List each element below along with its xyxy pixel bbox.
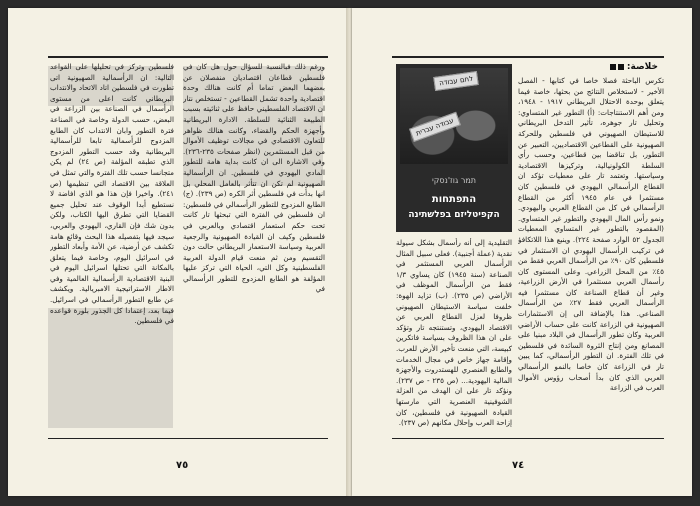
cover-author: תמר גוז'נסקי <box>431 176 477 185</box>
text-column-left <box>50 62 174 432</box>
square-bullet-icon <box>610 64 616 70</box>
protest-placard: עבודה עברית <box>409 112 460 142</box>
paragraph: التقليدية إلى أنه رأسمال بشكل سيولة نقدية (عملة أجنبية). فعلى سبيل المثال الرأسمال العربي المستثمر في الصناعة (سنة ١٩٤٥) كان يساوي ١/٣ فقط من الرأسمال الموظف في الأراضي (ص ٢٣٥). (ب) تزايد الهوة: خلفت سياسة الاستيطان الصهيوني ظروفا لعزل القطاع العربي عن الاقتصاد اليهودي، وتستنتجه تار وتؤكد على ان هذا الظروف بسياسة فاتكرين كبيسة، التي منعت تأخير الأرض للعرب. وإقامة جهاز خاص في مجال الخدمات والطابع العنصري للهستدروت والأجهزة المالية اليهودية... (ص ٢٣٥ - ص ٢٣٧). ونؤكد تار على ان الهدف من العزلة الشوفينية العنصرية التي مارستها القيادة الصهيونية في فلسطين، كان إزاحة العرب وإحلال مكانهم (ص ٢٣٧). <box>396 238 512 428</box>
page-number: ٧٥ <box>176 460 189 471</box>
text-column-right <box>183 62 325 432</box>
left-page <box>8 8 348 496</box>
book-cover-image <box>396 64 512 232</box>
cover-title-line-2: הקפיטליזם בפלשתינה <box>408 210 500 220</box>
top-rule <box>48 56 328 58</box>
heading-text: خلاصة: <box>626 62 658 72</box>
paragraph: ورغم ذلك فبالنسبة للسؤال حول هل كان في فلسطين قطاعان اقتصاديان منفصلان عن بعضهما البعض تماما أم كانت هنالك وحدة اقتصادية واحدة تشمل القطاعين - تستخلص نتار ان الاقتصاد الفلسطيني حافظ على ثنائيته بسبب الطبيعة الثنائية للسلطة. الادارة البريطانية وأجهزة الحكم والقضاء، وكانت هنالك ظواهر للتعاون الاقتصادي في مجالات توظيف الأموال من قبل المستثمرين (انظر صفحات ٢٣٥-٢٣٦). وفي الاشارة الى ان كانت بداية هامة للتطور المادي اليهودي في فلسطين. ان الرأسمالية الصهيونية لم تكن ان تتأثر بالعامل المحلي بل انها بدأت في فلسطين أثر الكره (ص ٢٣٩). (ج) الطابع المزدوج للتطور الرأسمالي في فلسطين: ان فلسطين في الفترة التي تبحثها تار كانت تحت حكم استعمار اقتصادي وبالعربي في فلسطين وكيف ان القيادة الصهيونية والرجعية العربية وسياسة الاستعمار البريطاني حالت دون التقسيم ومن ثم منعت قيام الدولة العربية الفلسطينية وكل التي، الحياة التي تركز عليها المؤلفة هو الطابع المزدوج للتطور الرأسمالي في <box>183 62 325 294</box>
section-heading <box>608 62 658 72</box>
text-column-right <box>518 76 664 436</box>
right-page <box>352 8 692 496</box>
paragraph: فلسطين وتركز في تحليلها على القواعد التالية: ان الرأسمالية الصهيونية اتى تطورت في فلسطين اتاد الاتحاد والانتداب البريطاني كانت اعلى من مستوى الرأسمال في الصناعة بين الزراعة في البعض، حسب الدولة وخاصة في الصناعة فترة التطور وابان الانتداب كان الطابع المزدوج للرأسمالية تابعا للرأسمالية البريطانية وقد حسب التطور المزدوج الذي تطبقه المؤلفة (ص ٢٤) لم يكن متجانسا حسب تلك الفترة والتي تمثل في العلاقة بين الاقتصاد التي تنظيمها (ص ٢٤١). واخيرا فإن هذا هو الذي افاضة لا نستطيع أبدا الوقوف عند تحليل جميع القضايا التي تطرق اليها الكتاب، ولكن بدون شك فإن القاري، اليهودي والعربي، سيجد فيها بتفصيله هذا البحث وقائع هامة تكشف عن أرضية، عن الأمة وأبعاد التطور في اسرائيل اليوم، وخاصة فيما يتعلق بالمكانة التي تحتلها اسرائيل اليوم في البنية الاقتصادية الرأسمالية العالمية وفي الاطار الاستراتيجية الامبريالية. ويكشف عن طابع التطور الرأسمالي في اسرائيل. فيما بعد، إعتمادا كل الجذور بلورة قواعده في فلسطين. <box>50 62 174 326</box>
demonstration-photo <box>400 68 508 164</box>
text-column-left <box>396 238 512 436</box>
top-rule <box>392 56 664 58</box>
bottom-rule <box>48 438 328 439</box>
page-number: ٧٤ <box>512 460 525 471</box>
bottom-rule <box>392 438 664 439</box>
square-bullet-icon <box>618 64 624 70</box>
paragraph: تكرس الباحثة فصلا خاصا في كتابها - الفصل الأخير - لاستخلاص النتائج من بحثها، خاصة فيما يتعلق بوحدة الاحتلال البريطاني ١٩١٧ - ١٩٤٨، ومن أهم الاستنتاجات: (أ) التطور غير المتساوي: وتحليل تار جوهره، تأثير التدخل البريطاني للاستيطان الصهيوني في فلسطين وللحركة الصهيونية على القطاعين الاقتصاديين، التعبير عن التطور، بل تناقضا بين قطاعين، وحسب رأي السلطة الكولونيالية، وتركيزها الاقتصادية وسياستها. وتعتمد تار على معطيات تؤكد ان القطاع الرأسمالي اليهودي في فلسطين كان مستثمرا في عام ١٩٤٥ أكثر من القطاع الرأسمالي في كل من القطاع العربي واليهودي. ونمو رأس المال اليهودي والتطور غير المتساوي. (المقصود بالتطور غير المتساوي المعطيات الجدول ٥٢ الوارد صفحة ٢٢٤). وينبع هذا اللاتكافؤ في تركيب الرأسمال اليهودي ان الاستثمار في فلسطين كان ٩٠٪ من الرأسمال العربي فقط من ٤٥٪ من المحل الزراعي. وعلى المستوى كان رأسمال العربي مستثمرا في الأرض الزراعية، وغير أن قطاع الصناعة كان مستثمرا فيه الرأسمال العربي فقط ٢٧٪ من الرأسمال الصناعي. هذا بالإضافة الى إن الاستثمارات الصهيونية في الزراعة كانت على حساب الأراضي العربية وكان تطور الرأسمال في البلاد مبنيا على المصانع ومن إنتاج الثروة السائدة في فلسطين في تلك الفترة. ان التطور الرأسمالي، كما يبين تار في الزراعة كان خاصا بالنمو الرأسمالي العربي الذي كان بدأ أصحاب رؤوس الأموال العرب في الزراعة <box>518 76 664 393</box>
cover-title-line-1: התפתחות <box>431 194 477 205</box>
protest-placard: לחם עבודה <box>433 71 479 91</box>
